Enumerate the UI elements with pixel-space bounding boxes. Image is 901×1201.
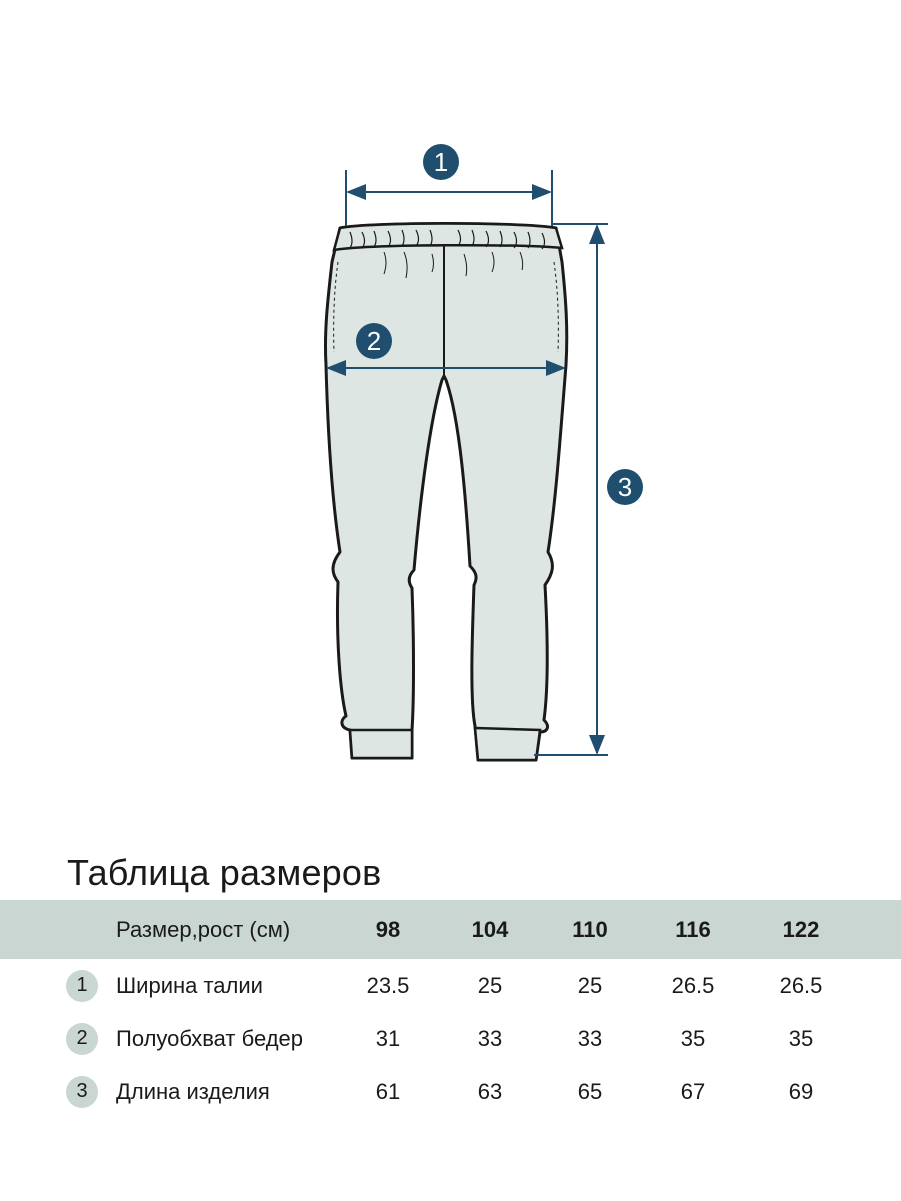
table-cell: 63: [477, 1078, 503, 1104]
waistband: [334, 224, 562, 251]
size-table: [0, 900, 901, 1118]
size-98: 98: [375, 916, 401, 942]
table-cell: 35: [788, 1025, 814, 1051]
table-cell: 69: [788, 1078, 814, 1104]
header-label: Размер,рост (см): [116, 916, 291, 942]
row-number-badge: 1: [66, 970, 98, 1002]
size-table-header: [0, 900, 901, 959]
table-cell: 25: [577, 972, 603, 998]
table-row-length: [0, 1065, 901, 1118]
size-104: 104: [471, 916, 509, 942]
waist-measurement: [346, 144, 552, 226]
size-table-title: Таблица размеров: [67, 852, 382, 893]
right-cuff: [475, 728, 540, 760]
row-number-badge: 3: [66, 1076, 98, 1108]
size-122: 122: [782, 916, 820, 942]
table-row-waist-width: [0, 959, 901, 1012]
left-cuff: [350, 730, 412, 758]
row-number-badge: 2: [66, 1023, 98, 1055]
table-cell: 25: [477, 972, 503, 998]
table-cell: 33: [577, 1025, 603, 1051]
table-cell: 23.5: [366, 972, 410, 998]
table-cell: 26.5: [671, 972, 715, 998]
table-cell: 65: [577, 1078, 603, 1104]
pants-drawing: [325, 224, 566, 761]
table-cell: 35: [680, 1025, 706, 1051]
size-110: 110: [572, 916, 608, 942]
marker-2-number: 2: [366, 326, 382, 356]
table-cell: 31: [375, 1025, 401, 1051]
table-cell: 26.5: [779, 972, 823, 998]
row-label: Длина изделия: [116, 1078, 270, 1104]
row-label: Полуобхват бедер: [116, 1025, 304, 1051]
table-row-hip-half-girth: [0, 1012, 901, 1065]
marker-3-number: 3: [617, 472, 633, 502]
marker-1-number: 1: [433, 147, 449, 177]
table-cell: 61: [375, 1078, 401, 1104]
pants-body: [325, 224, 566, 761]
row-label: Ширина талии: [116, 972, 263, 998]
size-116: 116: [675, 916, 711, 942]
table-cell: 67: [680, 1078, 706, 1104]
table-cell: 33: [477, 1025, 503, 1051]
